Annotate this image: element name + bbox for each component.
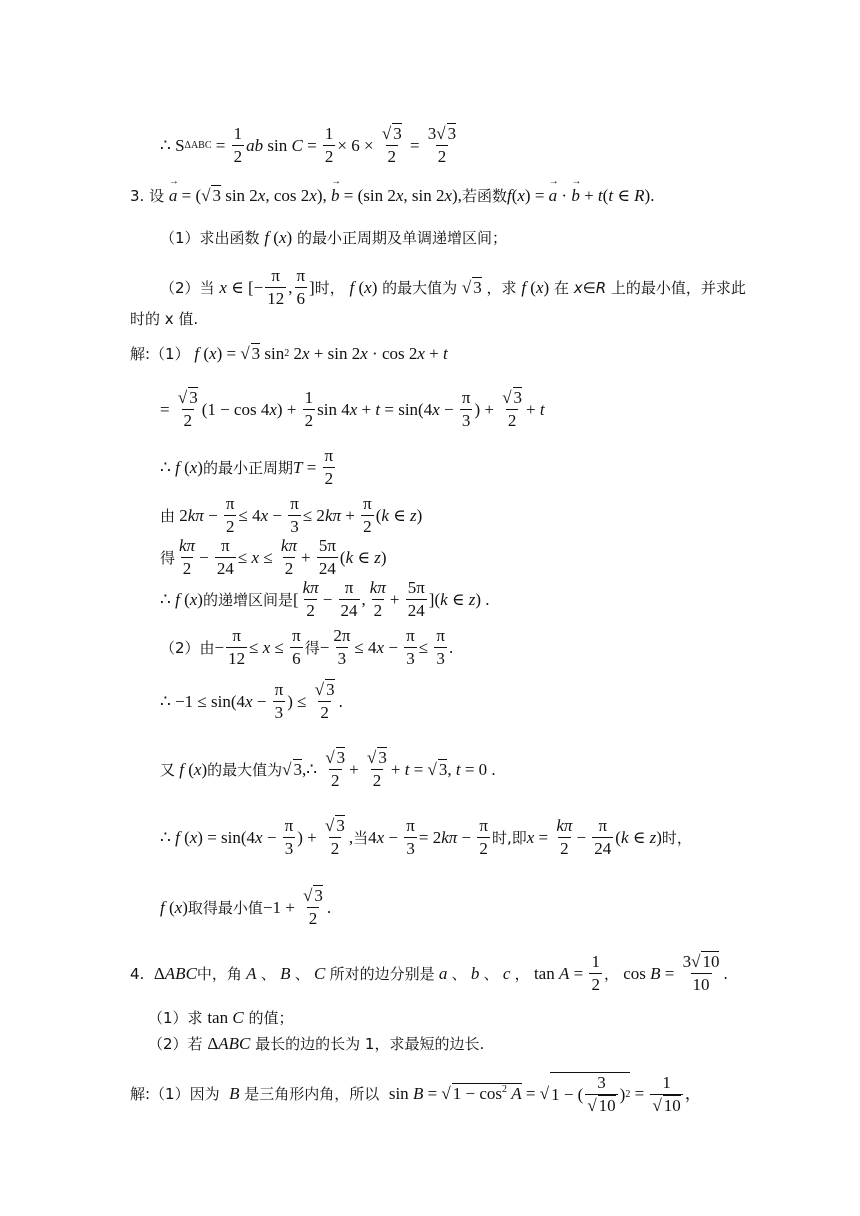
problem-4-part-2: （2）若 ΔABC 最长的边的长为 1，求最短的边长.	[148, 1034, 485, 1054]
problem-3-statement: 3. 设 → a = (√ 3 sin 2x, cos 2x), → b = (sin 2x, sin 2x), 若函数 f(x) = → a · → b + t(t ∈ R).	[130, 186, 654, 206]
area-result-line: ∴ S ΔABC = $\frac{1}{2}$ ab sin C = $\frac{1}{2}$ × 6 × $\frac{√ 3}{2}$ = $\frac{3√ 3}{2}$	[160, 124, 457, 167]
solution-range-line: 得 $\frac{k\pi}{2}$ − $\frac{\pi}{24}$ ≤ x ≤ $\frac{k\pi}{2}$ + $\frac{5\pi}{24}$ (k ∈ z)	[160, 536, 387, 579]
solution-line-1: 解:（1） f (x) = √ 3 sin 2 2x + sin 2x · cos 2x + t	[130, 344, 448, 364]
solution-inequality-line: 由 2kπ − $\frac{\pi}{2}$ ≤ 4x − $\frac{\pi}{3}$ ≤ 2kπ + $\frac{\pi}{2}$ (k ∈ z)	[160, 494, 423, 537]
problem-4-statement: 4. ΔABC 中，角 A 、 B 、 C 所对的边分别是 a 、 b 、 c ， tan A = $\frac{1}{2}$ ， cos B = $\frac{3√ 10}{10}$ .	[130, 952, 728, 995]
problem-4-part-1: （1）求 tan C 的值；	[148, 1008, 294, 1028]
solution-part2-line-4: ∴ f (x) = sin(4x − $\frac{\pi}{3}$ ) + $\frac{√ 3}{2}$ , 当 4x − $\frac{\pi}{3}$ = 2kπ − $\frac{\pi}{2}$ 时,即 x = $\frac{k\pi}{2}$ − $\frac{\pi}{24}$ (k ∈ z) 时，	[160, 816, 692, 859]
solution-part2-line-5: f (x) 取得最小值 −1 + $\frac{√ 3}{2}$ .	[160, 886, 332, 929]
solution-part2-line-1: （2）由 − $\frac{\pi}{12}$ ≤ x ≤ $\frac{\pi}{6}$ 得 − $\frac{2\pi}{3}$ ≤ 4x − $\frac{\pi}{3}$ ≤ $\frac{\pi}{3}$ .	[160, 626, 454, 669]
solution-part2-line-3: 又 f (x) 的最大值为 √ 3,∴ $\frac{√ 3}{2}$ + $\frac{√ 3}{2}$ + t = √ 3, t = 0 .	[160, 748, 496, 791]
problem-3-part-2-cont: 时的 x 值.	[130, 310, 199, 328]
solution-interval-line: ∴ f (x) 的递增区间是 [ $\frac{k\pi}{2}$ − $\frac{\pi}{24}$ , $\frac{k\pi}{2}$ + $\frac{5\pi}{24}$ ](k ∈ z) .	[160, 578, 490, 621]
problem-4-solution-line-1: 解:（1）因为 B 是三角形内角，所以 sin B = √ $1 - \cos^2 A$ = √ 1 − ( $\frac{3}{√ 10}$ ) 2 = $\frac{1}{√ 10}$ ，	[130, 1072, 702, 1116]
problem-3-part-2: （2）当 x ∈ [− $\frac{\pi}{12}$ , $\frac{\pi}{6}$ ] 时， f (x) 的最大值为 √ 3 ，求 f (x) 在 x∈R 上的最小值，并求此	[160, 266, 746, 309]
solution-line-2: = $\frac{√ 3}{2}$ (1 − cos 4x) + $\frac{1}{2}$ sin 4x + t = sin(4x − $\frac{\pi}{3}$ ) + $\frac{√ 3}{2}$ + t	[160, 388, 545, 431]
problem-3-part-1: （1）求出函数 f (x) 的最小正周期及单调递增区间；	[160, 228, 507, 248]
solution-period-line: ∴ f (x) 的最小正周期 T = $\frac{\pi}{2}$	[160, 446, 334, 489]
solution-part2-line-2: ∴ −1 ≤ sin(4x − $\frac{\pi}{3}$ ) ≤ $\frac{√ 3}{2}$ .	[160, 680, 343, 723]
